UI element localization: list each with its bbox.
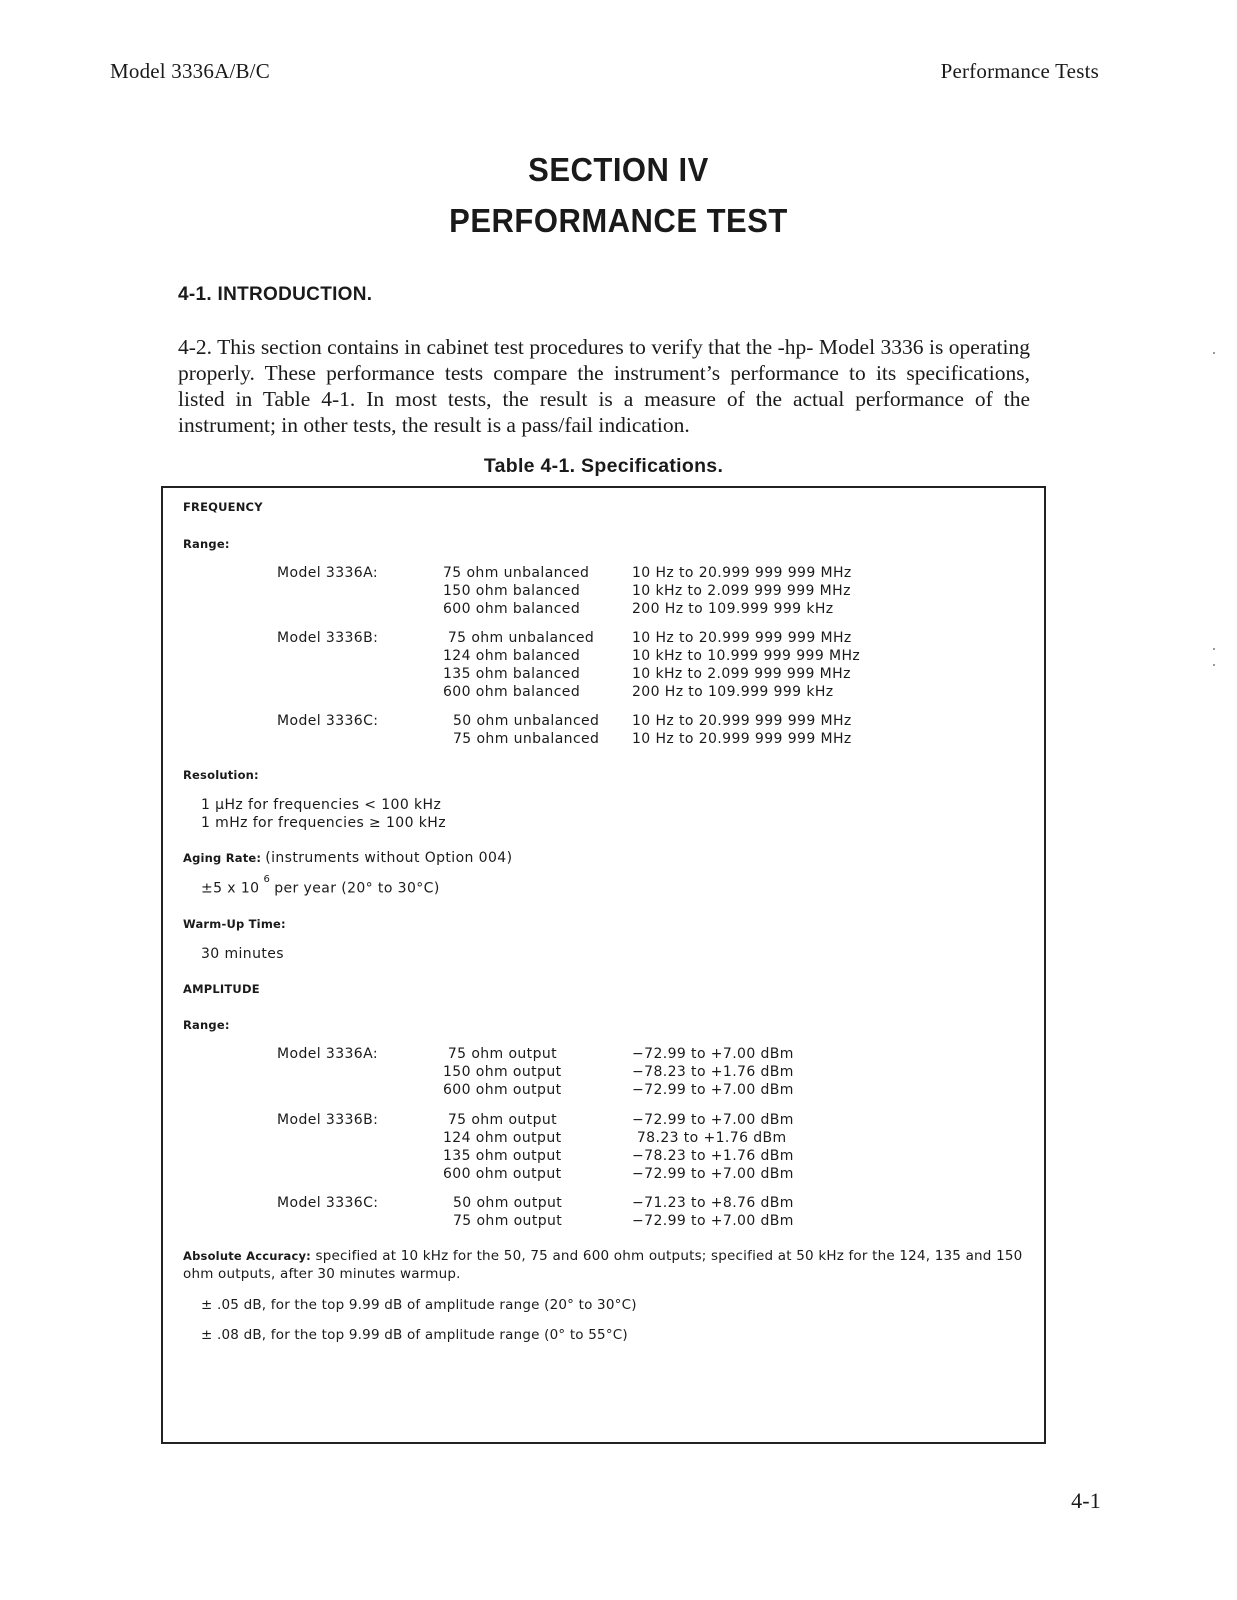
amp-3336a-output: 150 ohm output [443,1064,562,1080]
freq-3336c-range: 10 Hz to 20.999 999 999 MHz [632,731,852,747]
amp-3336b-output: 600 ohm output [443,1166,562,1182]
freq-3336a-outputs [443,564,589,618]
scan-speck [1213,664,1215,666]
intro-paragraph: 4-2. This section contains in cabinet test procedures to verify that the -hp- Model 3336 is operating properly. These performance tests compare the instrument’s performance to its specifications, listed in Table 4-1. In most tests, the result is a measure of the actual performance of the instrument; in other tests, the result is a pass/fail indication. [178,335,1030,437]
aging-rate-label: Aging Rate: [183,851,262,865]
section-title: PERFORMANCE TEST [449,201,788,240]
freq-3336c-ranges [632,712,852,748]
table-title: Table 4-1. Specifications. [483,455,724,477]
amp-3336a-range: −72.99 to +7.00 dBm [632,1082,794,1098]
freq-3336b-output: 600 ohm balanced [443,684,581,700]
absolute-accuracy-label: Absolute Accuracy: [183,1249,311,1263]
freq-3336b-output: 124 ohm balanced [443,648,581,664]
scan-speck [1213,648,1215,650]
amp-3336b-output: 124 ohm output [443,1130,562,1146]
amp-3336b-output: 135 ohm output [443,1148,562,1164]
amp-3336b-range: −72.99 to +7.00 dBm [632,1112,794,1128]
freq-3336a-output: 600 ohm balanced [443,601,581,617]
amplitude-range-label: Range: [183,1018,230,1032]
amp-3336c-range: −72.99 to +7.00 dBm [632,1213,794,1229]
warmup-value: 30 minutes [201,946,284,962]
amp-model-3336a: Model 3336A: [277,1046,378,1062]
resolution-value: 1 mHz for frequencies ≥ 100 kHz [201,815,446,831]
amp-3336b-ranges [632,1111,794,1183]
amp-3336b-range: −78.23 to +1.76 dBm [632,1148,794,1164]
freq-3336b-range: 200 Hz to 109.999 999 kHz [632,684,834,700]
aging-rate-row [183,849,512,867]
amp-3336a-outputs [443,1045,561,1099]
freq-3336b-range: 10 kHz to 2.099 999 999 MHz [632,666,851,682]
accuracy-value: ± .08 dB, for the top 9.99 dB of amplitude range (0° to 55°C) [201,1327,628,1343]
freq-3336a-range: 200 Hz to 109.999 999 kHz [632,601,834,617]
amp-3336c-output: 75 ohm output [453,1213,563,1229]
freq-3336a-range: 10 kHz to 2.099 999 999 MHz [632,583,851,599]
amplitude-heading: AMPLITUDE [183,982,260,996]
aging-rate-prefix: ±5 x 10 [201,880,260,897]
accuracy-value: ± .05 dB, for the top 9.99 dB of amplitude range (20° to 30°C) [201,1297,637,1313]
amp-3336a-output: 75 ohm output [443,1046,558,1062]
aging-rate-suffix: per year (20° to 30°C) [274,880,440,897]
page-number: 4-1 [1071,1488,1101,1513]
resolution-label: Resolution: [183,768,259,782]
freq-model-3336b: Model 3336B: [277,630,379,646]
freq-3336b-output: 135 ohm balanced [443,666,581,682]
resolution-values [201,796,446,832]
freq-3336a-ranges [632,564,852,618]
freq-3336b-range: 10 kHz to 10.999 999 999 MHz [632,648,861,664]
amp-3336a-output: 600 ohm output [443,1082,562,1098]
intro-heading: 4-1. INTRODUCTION. [178,284,373,305]
absolute-accuracy [183,1247,1033,1283]
amp-3336c-range: −71.23 to +8.76 dBm [632,1195,794,1211]
scan-speck [1213,352,1215,354]
amp-3336c-outputs [453,1194,562,1230]
freq-3336b-ranges [632,629,860,701]
amp-model-3336c: Model 3336C: [277,1195,379,1211]
freq-3336c-output: 50 ohm unbalanced [453,713,600,729]
absolute-accuracy-note: specified at 10 kHz for the 50, 75 and 600 ohm outputs; specified at 50 kHz for the 124, 135 and 150 ohm outputs, after 30 minutes warmup. [183,1248,1023,1282]
freq-3336c-outputs [453,712,599,748]
amp-3336b-outputs [443,1111,561,1183]
section-number: SECTION IV [528,150,709,189]
warmup-label: Warm-Up Time: [183,917,286,931]
freq-3336c-output: 75 ohm unbalanced [453,731,600,747]
freq-3336b-range: 10 Hz to 20.999 999 999 MHz [632,630,852,646]
frequency-range-label: Range: [183,537,230,551]
amp-3336a-range: −78.23 to +1.76 dBm [632,1064,794,1080]
aging-rate-note: (instruments without Option 004) [265,850,513,866]
freq-3336c-range: 10 Hz to 20.999 999 999 MHz [632,713,852,729]
amp-3336c-output: 50 ohm output [453,1195,563,1211]
amp-3336c-ranges [632,1194,794,1230]
freq-model-3336a: Model 3336A: [277,565,378,581]
running-header-chapter: Performance Tests [940,59,1099,83]
frequency-heading: FREQUENCY [183,500,263,514]
resolution-value: 1 µHz for frequencies < 100 kHz [201,797,442,813]
amp-3336a-range: −72.99 to +7.00 dBm [632,1046,794,1062]
freq-model-3336c: Model 3336C: [277,713,379,729]
freq-3336a-output: 150 ohm balanced [443,583,581,599]
running-header-model: Model 3336A/B/C [110,59,270,83]
amp-3336b-range: −72.99 to +7.00 dBm [632,1166,794,1182]
freq-3336b-output: 75 ohm unbalanced [443,630,595,646]
aging-rate-value [201,874,440,897]
amp-3336a-ranges [632,1045,794,1099]
amp-model-3336b: Model 3336B: [277,1112,379,1128]
aging-rate-exponent: 6 [263,874,271,885]
freq-3336a-output: 75 ohm unbalanced [443,565,590,581]
freq-3336b-outputs [443,629,594,701]
amp-3336b-range: 78.23 to +1.76 dBm [632,1130,787,1146]
freq-3336a-range: 10 Hz to 20.999 999 999 MHz [632,565,852,581]
amp-3336b-output: 75 ohm output [443,1112,558,1128]
